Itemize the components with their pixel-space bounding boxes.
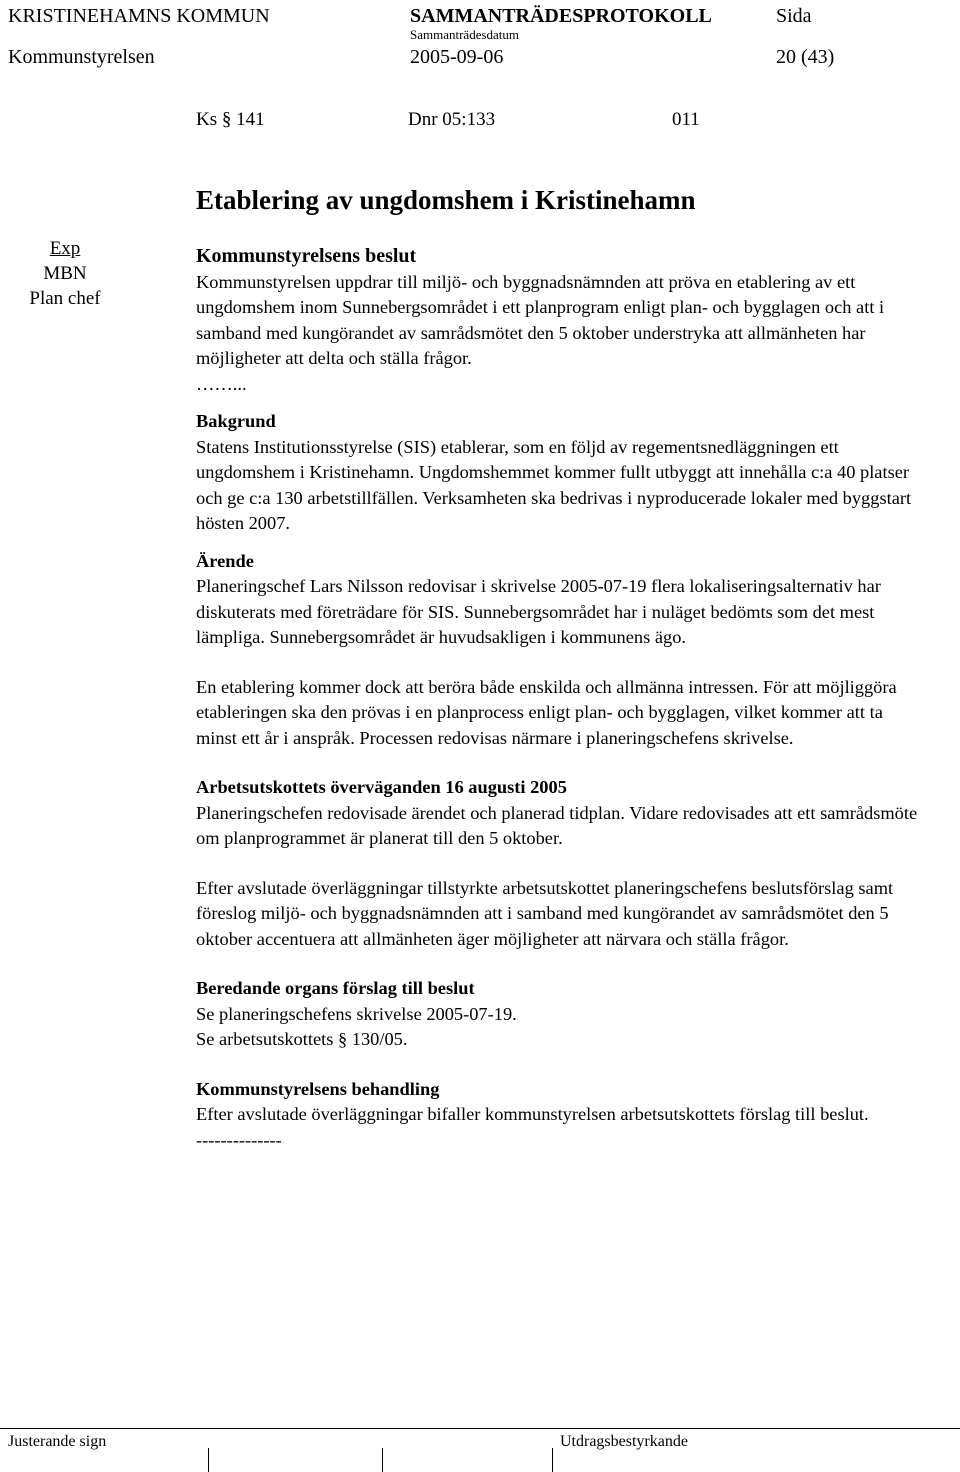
document-type: SAMMANTRÄDESPROTOKOLL [410, 5, 712, 27]
paragraph-arende-1: Planeringschef Lars Nilsson redovisar i skrivelse 2005-07-19 flera lokaliseringsalternativ har diskuterats med företrädare för SIS. Sunnebergsområdet har i nuläget bedömts som det mest lämpliga. Sunnebergsområdet är huvudsakligen i kommunens ägo. [196, 576, 881, 647]
archive-code: 011 [672, 109, 700, 130]
signature-box-divider [382, 1448, 383, 1472]
paragraph-behandling: Efter avslutade överläggningar bifaller kommunstyrelsen arbetsutskottets förslag till beslut. [196, 1104, 869, 1124]
section-heading-arende: Ärende [196, 550, 254, 571]
section-heading-behandling: Kommunstyrelsens behandling [196, 1078, 440, 1099]
expedition-label: Exp [49, 238, 81, 259]
end-line: -------------- [196, 1129, 282, 1150]
footer-sign-label: Justerande sign [8, 1433, 107, 1450]
signature-box-divider [208, 1448, 209, 1472]
section-heading-bakgrund: Bakgrund [196, 411, 276, 431]
forslag-line-1: Se planeringschefens skrivelse 2005-07-19. [196, 1003, 517, 1024]
paragraph-arende-2: En etablering kommer dock att beröra både enskilda och allmänna intressen. För att möjliggöra etableringen ska den prövas i en planprocess enligt plan- och bygglagen, vilket kommer att ta minst ett år i anspråk. Processen redovisas närmare i planeringschefens skrivelse. [196, 676, 897, 748]
dnr-number: Dnr 05:133 [408, 109, 496, 130]
section-heading-beslut: Kommunstyrelsens beslut [196, 245, 417, 267]
page-title: Etablering av ungdomshem i Kristinehamn [196, 185, 696, 215]
page-number: 20 (43) [776, 46, 835, 68]
footer-divider [0, 1428, 960, 1429]
org-name: KRISTINEHAMNS KOMMUN [8, 5, 270, 27]
body-content [196, 244, 926, 1153]
paragraph-arbetsutskott-1: Planeringschefen redovisade ärendet och planerad tidplan. Vidare redovisades att ett samrådsmöte om planprogrammet är planerat till den 5 oktober. [196, 802, 918, 848]
signature-box-divider [552, 1448, 553, 1472]
section-heading-arbetsutskott: Arbetsutskottets överväganden 16 augusti 2005 [196, 777, 567, 797]
dots-separator: ……... [196, 373, 247, 394]
committee-name: Kommunstyrelsen [8, 46, 155, 68]
forslag-line-2: Se arbetsutskottets § 130/05. [196, 1029, 408, 1049]
page-label: Sida [776, 5, 812, 27]
margin-recipient-plan-chef: Plan chef [29, 288, 101, 309]
meeting-date: 2005-09-06 [410, 46, 504, 68]
margin-notes [0, 236, 130, 311]
footer-extract-label: Utdragsbestyrkande [560, 1433, 688, 1450]
ks-paragraph: Ks § 141 [196, 109, 265, 130]
date-label: Sammanträdesdatum [410, 27, 520, 42]
section-heading-forslag: Beredande organs förslag till beslut [196, 978, 475, 998]
paragraph-bakgrund: Statens Institutionsstyrelse (SIS) etablerar, som en följd av regementsnedläggningen ett ungdomshem i Kristinehamn. Ungdomshemmet kommer fullt utbyggt att innehålla c:a 40 platser och ge c:a 130 arbetstillfällen. Verksamheten ska bedrivas i nyproducerade lokaler med byggstart hösten 2007. [196, 436, 912, 533]
paragraph-arbetsutskott-2: Efter avslutade överläggningar tillstyrkte arbetsutskottet planeringschefens beslutsförslag samt föreslog miljö- och byggnadsnämnden att i samband med kungörandet av samrådsmötet den 5 oktober accentuera att allmänheten äger möjligheter att närvara och ställa frågor. [196, 877, 894, 949]
margin-recipient-mbn: MBN [43, 263, 87, 284]
paragraph-beslut: Kommunstyrelsen uppdrar till miljö- och byggnadsnämnden att pröva en etablering av ett ungdomshem inom Sunnebergsområdet i ett planprogram enligt plan- och bygglagen och att i samband med kungörandet av samrådsmötet den 5 oktober understryka att allmänheten har möjligheter att delta och ställa frågor. [196, 271, 885, 368]
